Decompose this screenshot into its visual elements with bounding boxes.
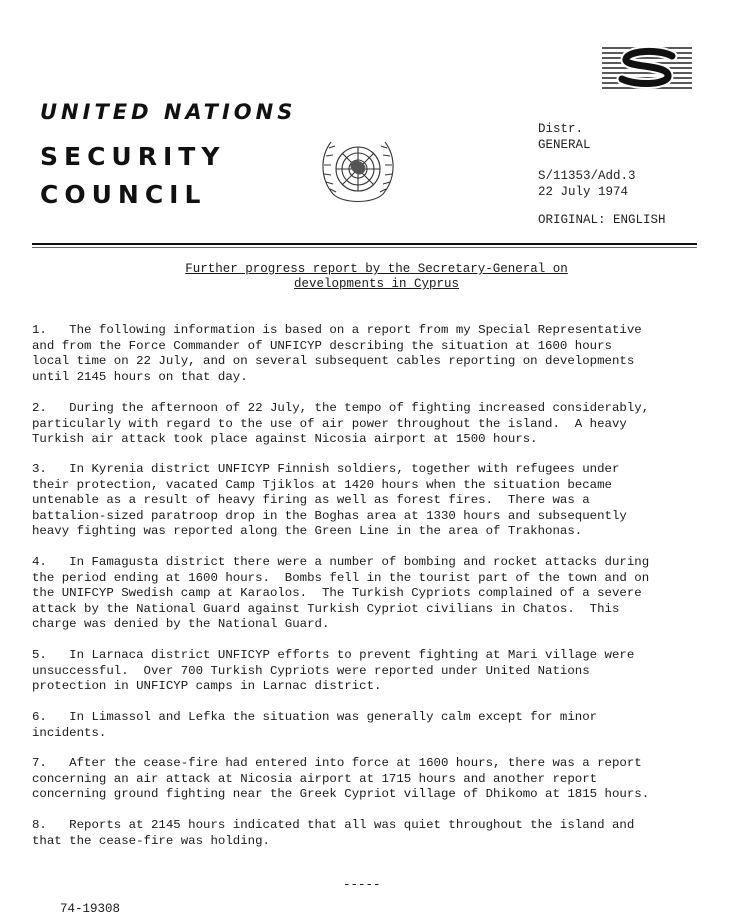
org-name-united-nations: UNITED NATIONS xyxy=(40,100,297,124)
paragraph-6: 6. In Limassol and Lefka the situation was generally calm except for minor incidents. xyxy=(32,710,598,740)
original-language: ORIGINAL: ENGLISH xyxy=(538,213,666,227)
header-rule-thin xyxy=(32,247,697,248)
paragraph-7: 7. After the cease-fire had entered into force at 1600 hours, there was a report concerning an air attack at Nicosia airport at 1715 hours and another report concerning ground fighting near the Greek Cypriot village of Dhikomo at 1815 hours. xyxy=(32,756,650,802)
org-name-security: SECURITY xyxy=(40,142,226,171)
paragraph-4: 4. In Famagusta district there were a number of bombing and rocket attacks during the period ending at 1600 hours. Bombs fell in the tourist part of the town and on the UNIFCYP Swedish camp at Karaolos. The Turkish Cypriots complained of a severe attack by the National Guard against Turkish Cypriot civilians in Chatos. This charge was denied by the National Guard. xyxy=(32,555,650,632)
paragraph-1: 1. The following information is based on a report from my Special Representative and from the Force Commander of UNFICYP describing the situation at 1600 hours local time on 22 July, and on several subsequent cables reporting on developments until 2145 hours on that day. xyxy=(32,323,642,384)
document-date: 22 July 1974 xyxy=(538,185,629,199)
un-emblem-icon xyxy=(313,132,403,210)
document-symbol: S/11353/Add.3 xyxy=(538,169,636,183)
paragraph-2: 2. During the afternoon of 22 July, the tempo of fighting increased considerably, particularly with regard to the use of air power throughout the island. A heavy Turkish air attack took place against Nicosia airport at 1500 hours. xyxy=(32,401,650,447)
security-council-logo-icon xyxy=(600,44,694,92)
paragraph-3: 3. In Kyrenia district UNFICYP Finnish soldiers, together with refugees under their protection, vacated Camp Tjiklos at 1420 hours when the situation became untenable as a result of heavy firing as well as forest fires. There was a battalion-sized paratroop drop in the Boghas area at 1330 hours and subsequently heavy fighting was reported along the Green Line in the area of Trakhonas. xyxy=(32,462,627,539)
report-title-line2: developments in Cyprus xyxy=(293,277,460,291)
distr-label: Distr. xyxy=(538,122,584,136)
paragraph-5: 5. In Larnaca district UNFICYP efforts to prevent fighting at Mari village were unsuccessful. Over 700 Turkish Cypriots were reported under United Nations protection in UNFICYP camps in Larnac district. xyxy=(32,648,635,694)
distr-value: GENERAL xyxy=(538,138,591,152)
report-title-line1: Further progress report by the Secretary-General on xyxy=(185,262,568,276)
document-number: 74-19308 xyxy=(60,902,121,916)
paragraph-8: 8. Reports at 2145 hours indicated that all was quiet throughout the island and that the cease-fire was holding. xyxy=(32,818,635,848)
header-rule xyxy=(32,243,697,245)
end-separator: ----- xyxy=(343,878,381,892)
org-name-council: COUNCIL xyxy=(40,180,207,209)
